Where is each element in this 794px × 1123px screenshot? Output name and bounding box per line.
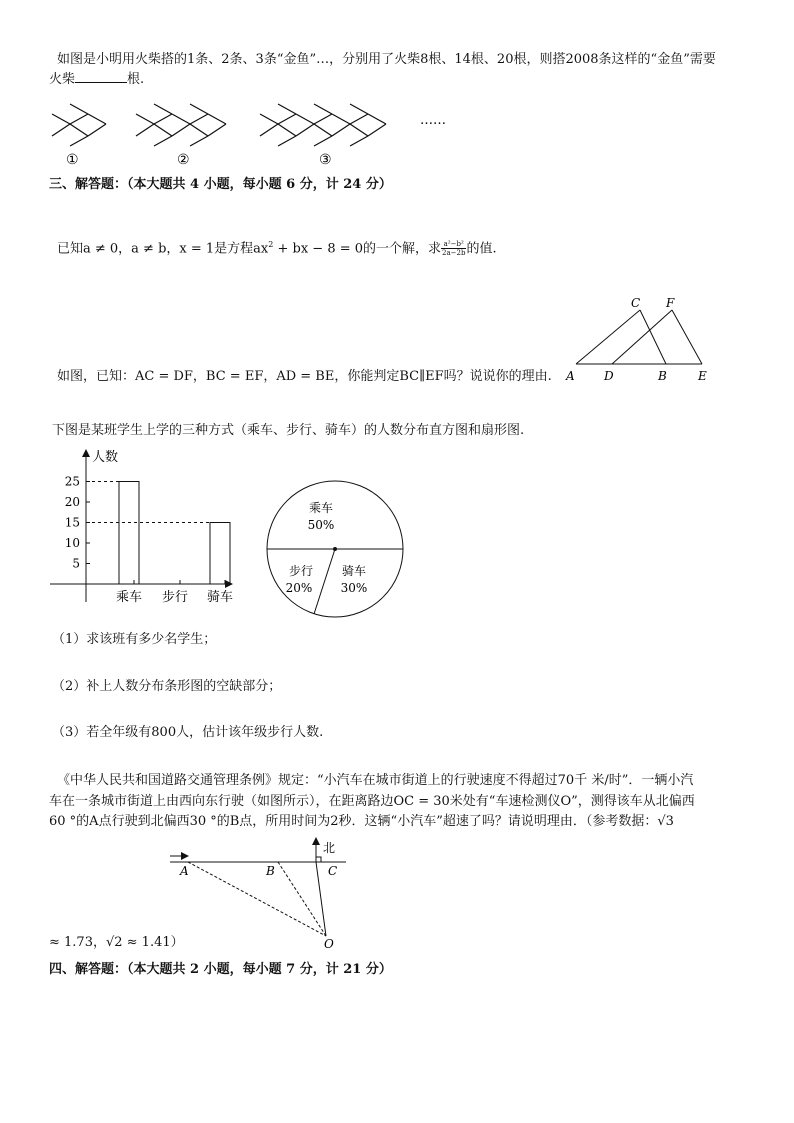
segment-AO — [188, 862, 326, 936]
fish-label-1: ① — [66, 152, 79, 168]
point-B: B — [658, 369, 667, 383]
point-E: E — [698, 369, 707, 383]
stats-sub-question-3: （3）若全年级有800人，估计该年级步行人数. — [52, 725, 324, 740]
bar-layer — [65, 475, 233, 606]
road-figure — [160, 832, 360, 952]
point-A: A — [566, 369, 575, 383]
pie-slice-label-walk: 步行 — [288, 564, 314, 578]
pie-slice-label-car: 乘车 — [308, 501, 334, 515]
x-category-label-2: 骑车 — [206, 590, 234, 605]
road-point-A: A — [180, 864, 189, 878]
geometry-question: 如图，已知：AC = DF，BC = EF，AD = BE，你能判定BC∥EF吗？说说你的理由. — [57, 369, 552, 384]
speed-question-line2: 车在一条城市街道上由西向东行驶（如图所示），在距离路边OC = 30米处有“车速检测仪O”，测得该车从北偏西 — [49, 794, 695, 809]
section-3-title: 三、解答题：（本大题共 4 小题，每小题 6 分，计 24 分） — [49, 177, 392, 192]
algebra-sup: 2 — [268, 240, 274, 249]
y-tick-label-5: 5 — [72, 556, 80, 571]
pie-slice-label-bike: 骑车 — [341, 564, 367, 578]
triangle-figure — [562, 290, 722, 390]
x-category-label-1: 步行 — [161, 590, 189, 605]
point-D: D — [604, 369, 614, 383]
fish-line2-prefix: 火柴 — [49, 72, 76, 87]
stats-sub-question-2: （2）补上人数分布条形图的空缺部分； — [52, 679, 282, 694]
point-F: F — [666, 296, 675, 310]
answer-blank — [75, 70, 127, 83]
algebra-text-pre: 已知a ≠ 0，a ≠ b，x = 1是方程ax — [57, 241, 269, 257]
fish-2 — [136, 104, 226, 146]
point-C: C — [631, 296, 641, 310]
bar-chart — [40, 442, 240, 612]
speed-question-line4: ≈ 1.73，√2 ≈ 1.41） — [49, 935, 184, 950]
y-axis-label: 人数 — [92, 450, 119, 465]
fish-line2-suffix: 根. — [127, 72, 145, 87]
pie-slice-value-walk: 20% — [285, 581, 313, 595]
y-tick-label-20: 20 — [64, 495, 80, 509]
speed-question-line1: 《中华人民共和国道路交通管理条例》规定：“小汽车在城市街道上的行驶速度不得超过70千 米/时”．一辆小汽 — [57, 773, 694, 788]
matchstick-fish-figure — [40, 92, 460, 172]
fish-3 — [260, 104, 386, 146]
fish-1 — [52, 104, 106, 146]
fish-question-line1: 如图是小明用火柴搭的1条、2条、3条“金鱼”…，分别用了火柴8根、14根、20根，则搭2008条这样的“金鱼”需要 — [57, 52, 716, 67]
x-category-label-0: 乘车 — [115, 590, 143, 605]
y-tick-label-10: 10 — [64, 536, 80, 550]
pie-center — [333, 547, 337, 551]
pie-divider-slant — [314, 549, 335, 614]
algebra-question — [57, 236, 497, 257]
y-tick-label-25: 25 — [64, 474, 80, 489]
speed-question-line3: 60 °的A点行驶到北偏西30 °的B点，所用时间为2秒．这辆“小汽车”超速了吗？请说明理由．（参考数据：√3 — [49, 814, 674, 829]
pie-slice-value-car: 50% — [307, 518, 335, 532]
pie-slice-value-bike: 30% — [340, 581, 368, 595]
bar-2 — [210, 523, 230, 585]
bar-0 — [119, 482, 139, 585]
stats-intro: 下图是某班学生上学的三种方式（乘车、步行、骑车）的人数分布直方图和扇形图. — [52, 423, 525, 438]
fraction-denominator: 2a−2b — [442, 249, 466, 258]
section-4-title: 四、解答题：（本大题共 2 小题，每小题 7 分，计 21 分） — [49, 962, 392, 977]
fish-label-3: ③ — [319, 152, 332, 168]
fraction-numerator: a²−b² — [441, 240, 466, 249]
road-point-O: O — [324, 937, 334, 951]
right-angle-mark — [316, 857, 321, 862]
stats-sub-question-1: （1）求该班有多少名学生； — [52, 632, 217, 647]
north-label: 北 — [323, 841, 336, 855]
road-point-B: B — [266, 864, 275, 878]
y-tick-label-15: 15 — [64, 515, 80, 530]
algebra-text-post: 的值. — [466, 241, 497, 257]
pie-chart — [262, 480, 412, 630]
road-point-C: C — [328, 864, 338, 878]
segment-BO — [278, 862, 326, 936]
algebra-text-mid: + bx − 8 = 0的一个解，求 — [273, 241, 442, 257]
algebra-fraction — [441, 240, 466, 257]
fish-question-line2 — [49, 70, 144, 88]
fish-ellipsis: …… — [420, 113, 446, 128]
segment-CO — [316, 862, 326, 936]
fish-label-2: ② — [177, 152, 190, 168]
